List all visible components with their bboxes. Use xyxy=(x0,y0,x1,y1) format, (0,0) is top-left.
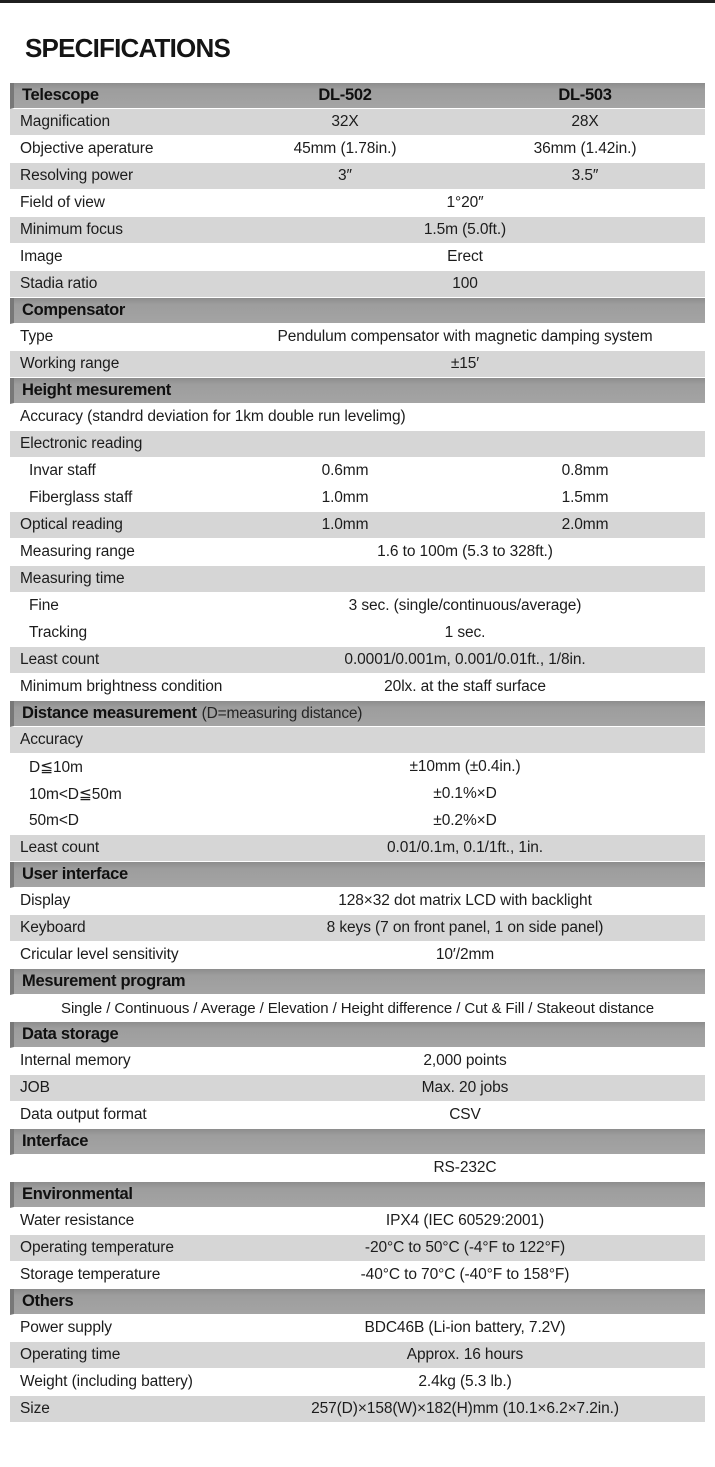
spec-row xyxy=(10,271,705,298)
row-value: 128×32 dot matrix LCD with backlight xyxy=(338,892,592,909)
row-label: Operating time xyxy=(20,1346,121,1363)
row-label: Least count xyxy=(20,839,100,856)
spec-row xyxy=(10,1102,705,1129)
spec-row xyxy=(10,109,705,136)
row-label: Keyboard xyxy=(20,919,86,936)
row-value: BDC46B (Li-ion battery, 7.2V) xyxy=(364,1319,566,1336)
spec-row xyxy=(10,754,705,781)
row-value: 20lx. at the staff surface xyxy=(384,678,546,695)
row-value: CSV xyxy=(449,1106,481,1123)
row-label: Measuring time xyxy=(20,570,125,587)
spec-row xyxy=(10,136,705,163)
row-value: 100 xyxy=(452,275,478,292)
section-header-height-mesurement xyxy=(10,378,705,404)
row-value: 10′/2mm xyxy=(435,946,495,963)
spec-row xyxy=(10,1342,705,1369)
spec-row xyxy=(10,566,705,593)
row-value-dl503: 1.5mm xyxy=(561,489,609,506)
spec-row xyxy=(10,1048,705,1075)
row-value: ±10mm (±0.4in.) xyxy=(409,758,521,775)
section-title: Environmental xyxy=(22,1185,133,1203)
spec-row xyxy=(10,727,705,754)
row-value: 1.5m (5.0ft.) xyxy=(423,221,507,238)
spec-row xyxy=(10,835,705,862)
section-header-user-interface xyxy=(10,862,705,888)
row-label: Internal memory xyxy=(20,1052,131,1069)
row-label: Electronic reading xyxy=(20,435,143,452)
row-label: Measuring range xyxy=(20,543,135,560)
row-label: Operating temperature xyxy=(20,1239,174,1256)
row-value: ±15′ xyxy=(450,355,480,372)
row-value: -20°C to 50°C (-4°F to 122°F) xyxy=(364,1239,566,1256)
row-label: Stadia ratio xyxy=(20,275,98,292)
row-value: 1°20″ xyxy=(446,194,484,211)
row-label: Weight (including battery) xyxy=(20,1373,193,1390)
column-headers xyxy=(225,86,705,105)
spec-row xyxy=(10,1262,705,1289)
row-value: 2,000 points xyxy=(423,1052,507,1069)
row-label: Objective aperature xyxy=(20,140,154,157)
row-label: D≦10m xyxy=(29,758,83,776)
column-header-dl502: DL-502 xyxy=(318,86,372,104)
spec-row xyxy=(10,593,705,620)
section-note: (D=measuring distance) xyxy=(201,704,363,722)
spec-row xyxy=(10,1155,705,1182)
spec-row xyxy=(10,995,705,1022)
row-value: 257(D)×158(W)×182(H)mm (10.1×6.2×7.2in.) xyxy=(311,1400,619,1417)
row-label: Magnification xyxy=(20,113,111,130)
row-label: Size xyxy=(20,1400,50,1417)
row-value-dl502: 32X xyxy=(331,113,359,130)
row-value-dl503: 28X xyxy=(571,113,599,130)
section-title: Others xyxy=(22,1292,74,1310)
spec-row xyxy=(10,1235,705,1262)
section-title: Data storage xyxy=(22,1025,119,1043)
section-header-others xyxy=(10,1289,705,1315)
spec-row xyxy=(10,674,705,701)
row-value: 1.6 to 100m (5.3 to 328ft.) xyxy=(377,543,553,560)
row-value: Max. 20 jobs xyxy=(421,1079,509,1096)
row-label: Accuracy (standrd deviation for 1km double run levelimg) xyxy=(20,408,406,425)
row-value: 3 sec. (single/continuous/average) xyxy=(348,597,582,614)
row-value: 0.01/0.1m, 0.1/1ft., 1in. xyxy=(386,839,544,856)
row-label: Water resistance xyxy=(20,1212,135,1229)
row-value: 0.0001/0.001m, 0.001/0.01ft., 1/8in. xyxy=(344,651,586,668)
row-value: ±0.2%×D xyxy=(433,812,497,829)
row-label: Minimum brightness condition xyxy=(20,678,223,695)
spec-row xyxy=(10,190,705,217)
row-value: Approx. 16 hours xyxy=(406,1346,524,1363)
row-label: JOB xyxy=(20,1079,50,1096)
row-label: 10m<D≦50m xyxy=(29,785,122,803)
row-value-dl503: 0.8mm xyxy=(561,462,609,479)
spec-row xyxy=(10,431,705,458)
row-value-dl503: 36mm (1.42in.) xyxy=(533,140,637,157)
row-value-dl502: 1.0mm xyxy=(321,516,369,533)
section-header-data-storage xyxy=(10,1022,705,1048)
spec-row xyxy=(10,163,705,190)
section-header-environmental xyxy=(10,1182,705,1208)
row-label: Optical reading xyxy=(20,516,123,533)
row-value-dl502: 0.6mm xyxy=(321,462,369,479)
section-title: Telescope xyxy=(22,86,99,104)
row-label: Type xyxy=(20,328,54,345)
row-label: Least count xyxy=(20,651,100,668)
row-label: Field of view xyxy=(20,194,105,211)
row-label: Accuracy xyxy=(20,731,83,748)
section-title: Compensator xyxy=(22,301,126,319)
spec-row xyxy=(10,539,705,566)
row-label: Image xyxy=(20,248,63,265)
spec-row xyxy=(10,1369,705,1396)
row-label: Storage temperature xyxy=(20,1266,161,1283)
spec-row xyxy=(10,1315,705,1342)
section-header-mesurement-program xyxy=(10,969,705,995)
specifications-table xyxy=(10,83,705,1423)
top-rule xyxy=(0,0,715,3)
spec-row xyxy=(10,244,705,271)
page-title: SPECIFICATIONS xyxy=(25,33,231,63)
row-label: Fiberglass staff xyxy=(29,489,133,506)
row-value-dl503: 2.0mm xyxy=(561,516,609,533)
section-title: Interface xyxy=(22,1132,89,1150)
spec-row xyxy=(10,404,705,431)
row-value-full: Single / Continuous / Average / Elevation / Height difference / Cut & Fill / Stakeout distance xyxy=(61,999,654,1017)
row-label: Minimum focus xyxy=(20,221,123,238)
row-label: Resolving power xyxy=(20,167,134,184)
row-value: IPX4 (IEC 60529:2001) xyxy=(385,1212,545,1229)
spec-row xyxy=(10,512,705,539)
spec-row xyxy=(10,1075,705,1102)
row-label: Power supply xyxy=(20,1319,112,1336)
section-title: Mesurement program xyxy=(22,972,186,990)
spec-row xyxy=(10,324,705,351)
spec-row xyxy=(10,1208,705,1235)
row-label: Tracking xyxy=(29,624,88,641)
section-header-compensator xyxy=(10,298,705,324)
row-value-dl503: 3.5″ xyxy=(571,167,599,184)
spec-row xyxy=(10,781,705,808)
row-label: Working range xyxy=(20,355,120,372)
spec-row xyxy=(10,942,705,969)
row-value: -40°C to 70°C (-40°F to 158°F) xyxy=(360,1266,570,1283)
row-label: Cricular level sensitivity xyxy=(20,946,179,963)
row-value: 1 sec. xyxy=(444,624,486,641)
spec-row xyxy=(10,351,705,378)
row-value-dl502: 3″ xyxy=(338,167,352,184)
row-label: 50m<D xyxy=(29,812,79,829)
row-value-dl502: 45mm (1.78in.) xyxy=(293,140,397,157)
row-value-dl502: 1.0mm xyxy=(321,489,369,506)
row-value: 2.4kg (5.3 lb.) xyxy=(418,1373,512,1390)
column-header-dl503: DL-503 xyxy=(558,86,612,104)
section-header-telescope xyxy=(10,83,705,109)
section-title: Distance measurement xyxy=(22,704,197,722)
section-header-interface xyxy=(10,1129,705,1155)
spec-row xyxy=(10,485,705,512)
section-header-distance-measurement xyxy=(10,701,705,727)
row-value: ±0.1%×D xyxy=(433,785,497,802)
row-label: Invar staff xyxy=(29,462,96,479)
spec-row xyxy=(10,808,705,835)
row-label: Display xyxy=(20,892,71,909)
spec-row xyxy=(10,217,705,244)
row-value: Erect xyxy=(447,248,483,265)
spec-row xyxy=(10,620,705,647)
section-title: User interface xyxy=(22,865,128,883)
spec-row xyxy=(10,1396,705,1423)
spec-row xyxy=(10,458,705,485)
row-value: 8 keys (7 on front panel, 1 on side panel) xyxy=(326,919,604,936)
section-title: Height mesurement xyxy=(22,381,171,399)
spec-row xyxy=(10,915,705,942)
row-label: Data output format xyxy=(20,1106,147,1123)
row-value: Pendulum compensator with magnetic damping system xyxy=(277,328,653,345)
spec-row xyxy=(10,647,705,674)
spec-row xyxy=(10,888,705,915)
row-label: Fine xyxy=(29,597,59,614)
row-value: RS-232C xyxy=(433,1159,497,1176)
